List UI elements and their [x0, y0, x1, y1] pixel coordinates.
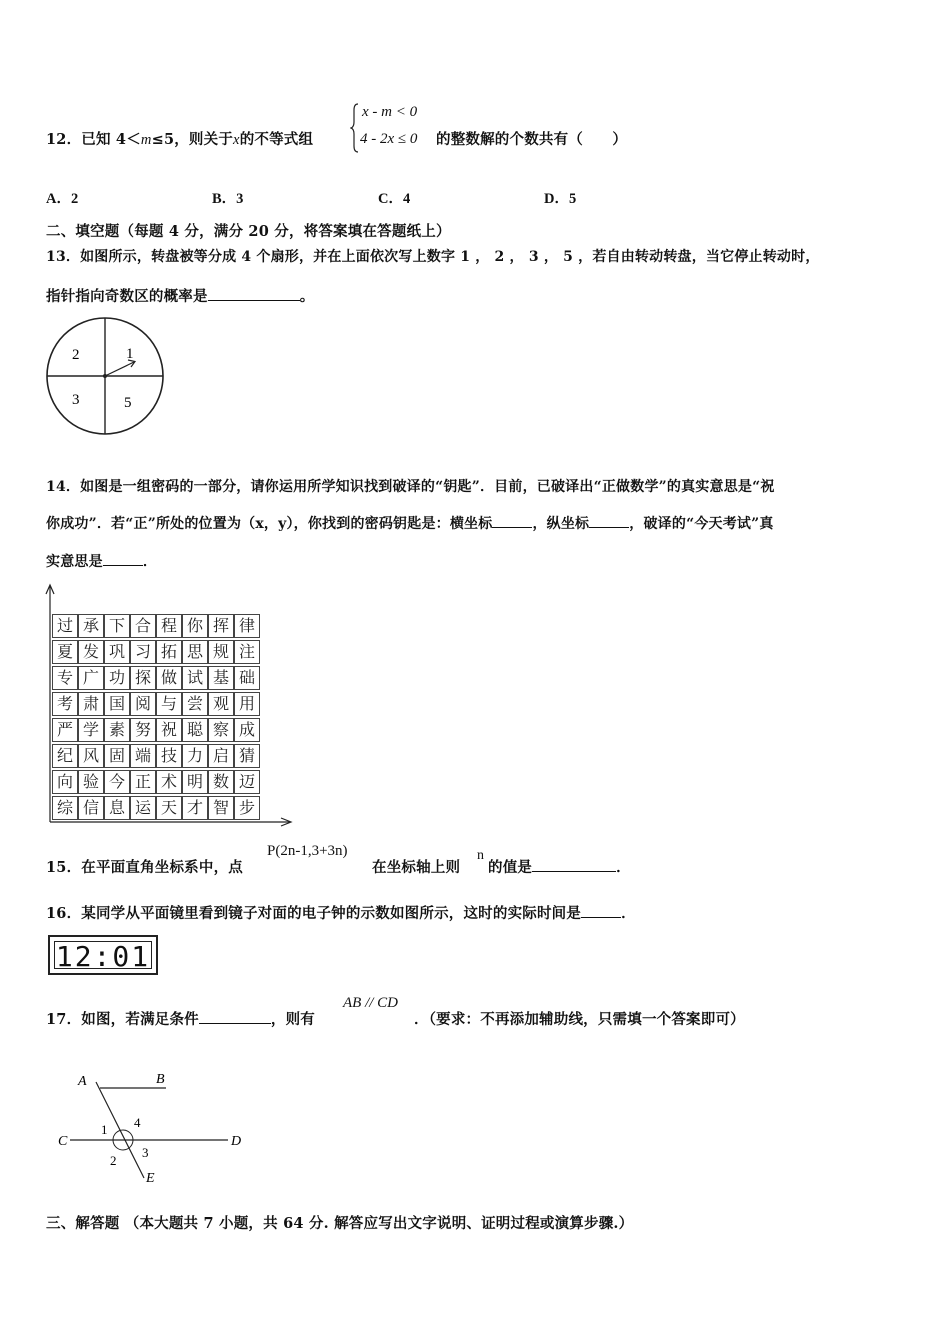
q17-formula: AB // CD — [343, 995, 398, 1011]
cipher-cell: 专 — [52, 666, 78, 690]
cipher-cell: 学 — [78, 718, 104, 742]
cipher-cell: 功 — [104, 666, 130, 690]
q12-text-b: ≤5，则关于 — [151, 131, 234, 148]
cipher-cell: 才 — [182, 796, 208, 820]
cipher-cell: 尝 — [182, 692, 208, 716]
q16-stem: 16．某同学从平面镜里看到镜子对面的电子钟的示数如图所示，这时的实际时间是 — [46, 905, 582, 922]
q17-text-b: ，则有 — [270, 1011, 315, 1028]
q15-var-n: n — [477, 848, 484, 863]
label-c: C — [58, 1134, 68, 1149]
q16-answer-blank[interactable] — [581, 903, 621, 918]
cipher-cell: 观 — [208, 692, 234, 716]
q14-line-2 — [46, 513, 774, 533]
cipher-cell: 探 — [130, 666, 156, 690]
q13-line-2 — [46, 285, 314, 306]
q17-stem: 17．如图，若满足条件 — [46, 1011, 199, 1028]
q15-text-b: 在坐标轴上则 — [372, 859, 461, 876]
cipher-cell: 综 — [52, 796, 78, 820]
q15-point: P(2n-1,3+3n) — [267, 843, 348, 859]
cipher-cell: 向 — [52, 770, 78, 794]
cipher-cell: 风 — [78, 744, 104, 768]
cipher-cell: 试 — [182, 666, 208, 690]
q12-var-m: m — [140, 132, 152, 148]
q13-line-1: 13．如图所示，转盘被等分成 4 个扇形，并在上面依次写上数字 1 ， 2 ， 3 ， 5 ，若自由转动转盘，当它停止转动时， — [46, 249, 820, 265]
cipher-cell: 聪 — [182, 718, 208, 742]
angle-2: 2 — [110, 1153, 117, 1168]
cipher-cell: 素 — [104, 718, 130, 742]
q12-inequality-2: 4 - 2x ≤ 0 — [360, 131, 418, 147]
cipher-cell: 规 — [208, 640, 234, 664]
q17-text-c: ．（要求：不再添加辅助线，只需填一个答案即可） — [414, 1011, 745, 1028]
cipher-cell: 承 — [78, 614, 104, 638]
cipher-cell: 严 — [52, 718, 78, 742]
q17-text-a — [46, 1008, 315, 1029]
cipher-cell: 用 — [234, 692, 260, 716]
q16-end: ． — [621, 905, 636, 922]
q12-option-c: C．4 — [378, 191, 411, 207]
cipher-cell: 过 — [52, 614, 78, 638]
angle-4: 4 — [134, 1115, 141, 1130]
q13-text: 指针指向奇数区的概率是 — [46, 288, 208, 305]
cipher-cell: 思 — [182, 640, 208, 664]
clock-display: 12:01 — [55, 940, 151, 973]
q12-inequality-system — [350, 100, 434, 156]
q14-line-1: 14．如图是一组密码的一部分，请你运用所学知识找到破译的“钥匙”．目前，已破译出“正做数学”的真实意思是“祝 — [46, 479, 775, 495]
q14-line-3 — [46, 551, 157, 571]
label-a: A — [78, 1074, 87, 1089]
cipher-cell: 阅 — [130, 692, 156, 716]
cipher-cell: 端 — [130, 744, 156, 768]
section-2-heading: 二、填空题（每题 4 分，满分 20 分，将答案填在答题纸上） — [46, 223, 451, 240]
cipher-cell: 天 — [156, 796, 182, 820]
q16-text — [46, 902, 636, 923]
q15-text-a: 15．在平面直角坐标系中，点 — [46, 859, 243, 876]
q17-condition-blank[interactable] — [199, 1009, 271, 1024]
q14-meaning-blank[interactable] — [103, 551, 143, 566]
cipher-cell: 习 — [130, 640, 156, 664]
cipher-cell: 迈 — [234, 770, 260, 794]
cipher-cell: 国 — [104, 692, 130, 716]
cipher-cell: 程 — [156, 614, 182, 638]
q14-text-b: ，纵坐标 — [532, 516, 590, 532]
cipher-cell: 今 — [104, 770, 130, 794]
cipher-cell: 祝 — [156, 718, 182, 742]
cipher-cell: 纪 — [52, 744, 78, 768]
q15-text-c — [488, 856, 631, 877]
cipher-cell: 智 — [208, 796, 234, 820]
cipher-cell: 挥 — [208, 614, 234, 638]
cipher-cell: 巩 — [104, 640, 130, 664]
cipher-cell: 律 — [234, 614, 260, 638]
q14-text-c: ，破译的“今天考试”真 — [629, 516, 774, 532]
q13-end: 。 — [299, 288, 315, 305]
q14-text-d: 实意思是 — [46, 554, 103, 570]
cipher-cell: 拓 — [156, 640, 182, 664]
dial-sector-5: 5 — [124, 395, 132, 411]
q14-text-a: 你成功”．若“正”所处的位置为（x，y），你找到的密码钥匙是：横坐标 — [46, 516, 493, 532]
cipher-cell: 察 — [208, 718, 234, 742]
q14-end: ． — [142, 554, 158, 570]
cipher-cell: 启 — [208, 744, 234, 768]
q12-text-c: 的不等式组 — [239, 131, 314, 148]
section-3-heading: 三、解答题 （本大题共 7 小题，共 64 分. 解答应写出文字说明、证明过程或演算步骤.） — [46, 1215, 634, 1232]
cipher-cell: 息 — [104, 796, 130, 820]
cipher-cell: 发 — [78, 640, 104, 664]
cipher-cell: 验 — [78, 770, 104, 794]
cipher-cell: 肃 — [78, 692, 104, 716]
q12-text-d: 的整数解的个数共有（ ） — [436, 131, 628, 148]
cipher-cell: 广 — [78, 666, 104, 690]
label-b: B — [156, 1072, 165, 1087]
cipher-cell: 下 — [104, 614, 130, 638]
brace-icon — [350, 100, 360, 156]
cipher-cell: 与 — [156, 692, 182, 716]
q17-figure — [56, 1066, 256, 1186]
cipher-cell: 做 — [156, 666, 182, 690]
q12-var-x: x — [233, 132, 240, 148]
q12-option-a: A．2 — [46, 191, 79, 207]
q13-spinner-figure — [42, 314, 168, 440]
cipher-cell: 信 — [78, 796, 104, 820]
cipher-cell: 技 — [156, 744, 182, 768]
dial-sector-1: 1 — [126, 346, 134, 362]
cipher-cell: 步 — [234, 796, 260, 820]
angle-1: 1 — [101, 1122, 108, 1137]
angle-3: 3 — [142, 1145, 149, 1160]
label-d: D — [231, 1134, 242, 1149]
dial-sector-2: 2 — [72, 347, 80, 363]
cipher-cell: 术 — [156, 770, 182, 794]
cipher-cell: 努 — [130, 718, 156, 742]
q13-answer-blank[interactable] — [208, 286, 300, 301]
q15-text-c-label: 的值是 — [488, 859, 533, 876]
pointer-arrow-icon — [105, 362, 134, 376]
cipher-cell: 猜 — [234, 744, 260, 768]
cipher-cell: 合 — [130, 614, 156, 638]
cipher-cell: 明 — [182, 770, 208, 794]
q12-inequality-1: x - m < 0 — [362, 104, 418, 120]
q14-y-blank[interactable] — [589, 513, 629, 528]
q12-option-b: B．3 — [212, 191, 244, 207]
cipher-cell: 力 — [182, 744, 208, 768]
q15-end: ． — [616, 859, 631, 876]
q16-mirror-clock — [48, 935, 158, 975]
q12-text-a: 12．已知 4＜ — [46, 131, 141, 148]
q14-cipher-grid — [52, 614, 260, 822]
cipher-cell: 运 — [130, 796, 156, 820]
q14-x-blank[interactable] — [492, 513, 532, 528]
cipher-cell: 固 — [104, 744, 130, 768]
cipher-cell: 础 — [234, 666, 260, 690]
cipher-cell: 正 — [130, 770, 156, 794]
cipher-cell: 注 — [234, 640, 260, 664]
cipher-cell: 基 — [208, 666, 234, 690]
cipher-cell: 成 — [234, 718, 260, 742]
cipher-cell: 考 — [52, 692, 78, 716]
label-e: E — [146, 1171, 155, 1186]
q12-stem — [46, 128, 313, 149]
dial-sector-3: 3 — [72, 392, 80, 408]
cipher-cell: 你 — [182, 614, 208, 638]
q15-answer-blank[interactable] — [532, 857, 616, 872]
q12-option-d: D．5 — [544, 191, 577, 207]
cipher-cell: 数 — [208, 770, 234, 794]
cipher-cell: 夏 — [52, 640, 78, 664]
